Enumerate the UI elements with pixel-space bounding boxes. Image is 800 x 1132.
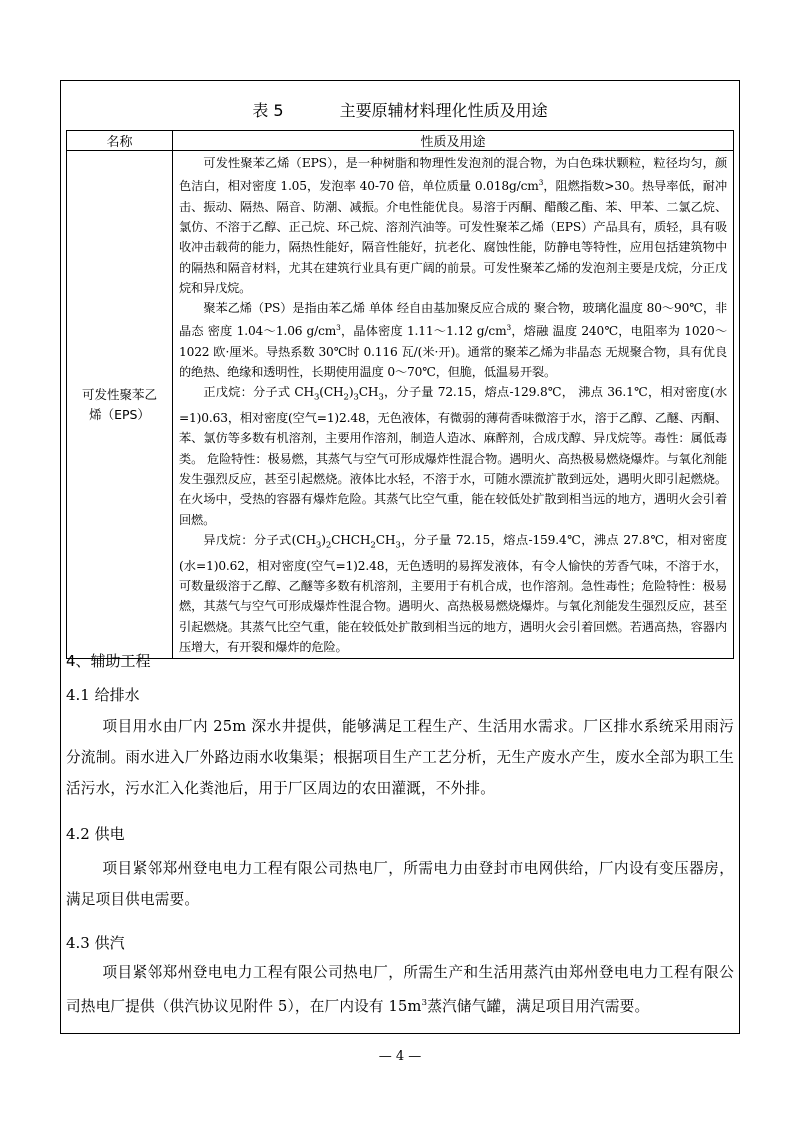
table-title: 主要原辅材料理化性质及用途 xyxy=(339,101,548,120)
isopentane-paragraph: 异戊烷：分子式$(CH_3)_2CHCH_2CH_3$，分子量 72.15，熔点-159.4℃，沸点 27.8℃，相对密度(水=1)0.62，相对密度(空气=1)2.48，无色透明的易挥发液体，有令人愉快的芳香气味，不溶于水，可数量级溶于乙醇、乙醚等多数有机溶剂，主要用于有机合成，也作溶剂。急性毒性；危险特性：极易燃，其蒸气与空气可形成爆炸性混合物。遇明火、高热极易燃烧爆炸。与氧化剂能发生强烈反应，甚至引起燃烧。其蒸气比空气重，能在较低处扩散到相当远的地方，遇明火会引着回燃。若遇高热，容器内压增大，有开裂和爆炸的危险。 xyxy=(179,532,727,654)
material-description-cell xyxy=(173,151,734,659)
table-header-row xyxy=(67,131,734,151)
steam-body-part1: 项目紧邻郑州登电电力工程有限公司热电厂，所需生产和生活用蒸汽由郑州登电电力工程有限公司热电厂提供（供汽协议见附件 5），在厂内设有 15m xyxy=(66,964,734,1015)
subsection-steam-title: 4.3 供汽 xyxy=(66,934,125,952)
col-header-name: 名称 xyxy=(67,131,173,151)
material-name-cell xyxy=(67,151,173,659)
col-header-properties: 性质及用途 xyxy=(173,131,734,151)
subsection-water-title: 4.1 给排水 xyxy=(66,686,140,704)
table-row xyxy=(67,151,734,659)
subsection-power-body: 项目紧邻郑州登电电力工程有限公司热电厂，所需电力由登封市电网供给，厂内设有变压器房，满足项目供电需要。 xyxy=(66,860,734,908)
page-number: — 4 — xyxy=(378,1049,422,1064)
steam-body-superscript: 3 xyxy=(421,998,428,1008)
n-pentane-paragraph: 正戊烷：分子式 $CH_3(CH_2)_3CH_3$，分子量 72.15，熔点-129.8℃， 沸点 36.1℃，相对密度(水=1)0.63，相对密度(空气=1)2.48，无色液体，有微弱的薄荷香味微溶于水，溶于乙醇、乙醚、丙酮、苯、氯仿等多数有机溶剂，主要用作溶剂，制造人造冰、麻醉剂，合成戊醇、异戊烷等。毒性：属低毒类。 危险特性：极易燃，其蒸气与空气可形成爆炸性混合物。遇明火、高热极易燃烧爆炸。与氧化剂能发生强烈反应，甚至引起燃烧。液体比水轻，不溶于水，可随水漂流扩散到远处，遇明火即引起燃烧。在火场中，受热的容器有爆炸危险。其蒸气比空气重，能在较低处扩散到相当远的地方，遇明火会引着回燃。 xyxy=(179,385,727,527)
steam-body-part2: 蒸汽储气罐，满足项目用汽需要。 xyxy=(427,997,650,1015)
materials-table xyxy=(66,130,734,659)
section-heading: 4、辅助工程 xyxy=(66,652,151,670)
subsection-water-body: 项目用水由厂内 25m 深水井提供，能够满足工程生产、生活用水需求。厂区排水系统采用雨污分流制。雨水进入厂外路边雨水收集渠；根据项目生产工艺分析，无生产废水产生，废水全部为职工生活污水，污水汇入化粪池后，用于厂区周边的农田灌溉，不外排。 xyxy=(66,718,734,797)
subsection-steam-body xyxy=(66,957,734,1022)
eps-paragraph: 可发性聚苯乙烯（EPS），是一种树脂和物理性发泡剂的混合物，为白色珠状颗粒，粒径均匀，颜色洁白，相对密度 1.05，发泡率 40-70 倍，单位质量 $0.018g/cm^3$，阻燃指数>30。热导率低，耐冲击、振动、隔热、隔音、防潮、减振。介电性能优良。易溶于丙酮、醋酸乙酯、苯、甲苯、二氯乙烷、氯仿、不溶于乙醇、正己烷、环己烷、溶剂汽油等。可发性聚苯乙烯（EPS）产品具有，质轻，具有吸收冲击载荷的能力，隔热性能好，隔音性能好，抗老化、腐蚀性能，防静电等特性，应用包括建筑物中的隔热和隔音材料，尤其在建筑行业具有更广阔的前景。可发性聚苯乙烯的发泡剂主要是戊烷，分正戊烷和异戊烷。 xyxy=(179,156,728,295)
ps-paragraph: 聚苯乙烯（PS）是指由苯乙烯 单体 经自由基加聚反应合成的 聚合物，玻璃化温度 80～90℃，非晶态 密度 1.04～1.06 $g/cm^3$，晶体密度 1.11～1.12 $g/cm^3$，熔融 温度 240℃，电阻率为 1020～1022 欧·厘米。导热系数 30℃时 0.116 瓦/(米·开)。通常的聚苯乙烯为非晶态 无规聚合物，具有优良的绝热、绝缘和透明性，长期使用温度 0～70℃，但脆，低温易开裂。 xyxy=(179,301,728,380)
table-number: 表 5 xyxy=(252,101,284,120)
subsection-power-title: 4.2 供电 xyxy=(66,825,125,843)
material-name: 可发性聚苯乙烯（EPS） xyxy=(81,386,157,422)
table-caption xyxy=(60,98,740,121)
